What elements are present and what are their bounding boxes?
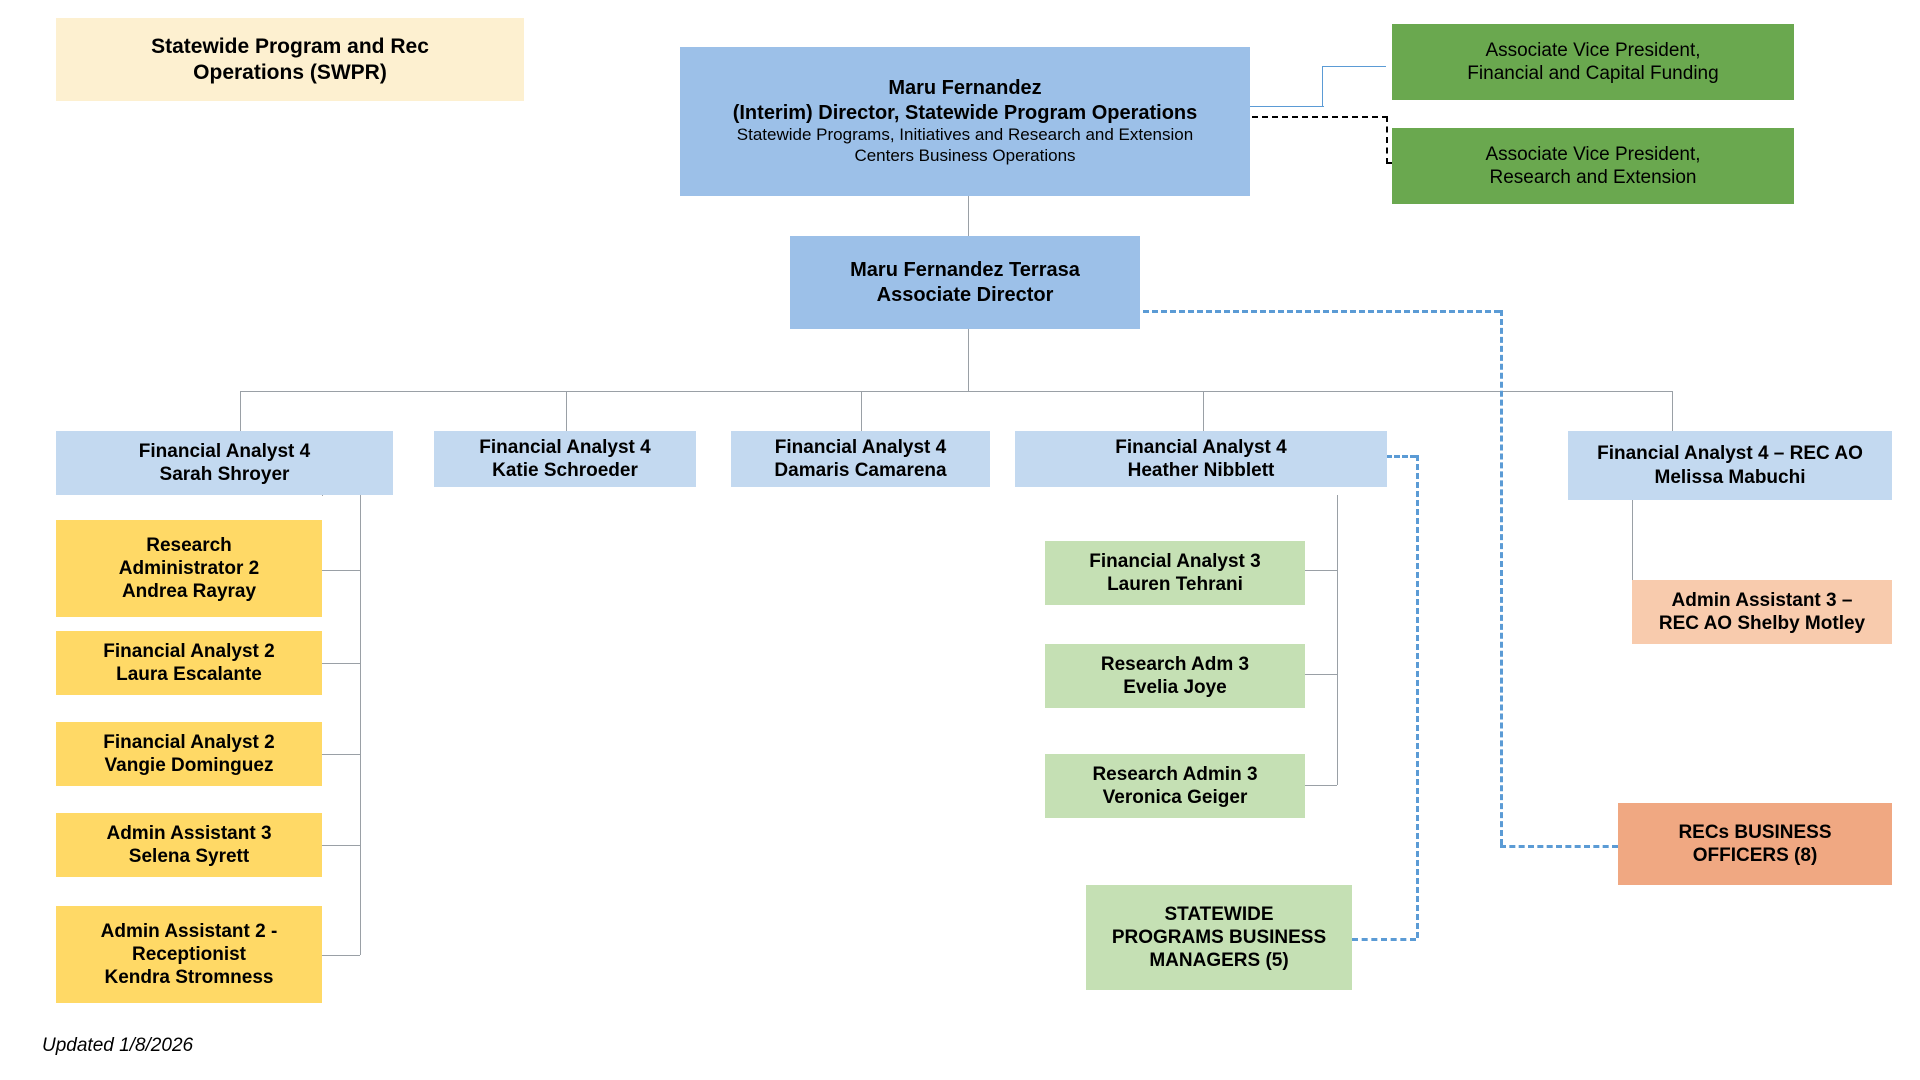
analyst-5-title: Financial Analyst 4 – REC AO <box>1597 443 1863 465</box>
shroyer-1-line-2: Administrator 2 <box>118 557 260 579</box>
director-detail-1: Statewide Programs, Initiatives and Research and Extension <box>736 125 1194 145</box>
associate-director-title: Associate Director <box>876 283 1054 306</box>
connector-nibblett-spine <box>1337 495 1338 785</box>
connector-avp1-into-director <box>1240 106 1324 107</box>
analyst-box-sarah-shroyer[interactable] <box>56 431 393 495</box>
analyst-box-katie-schroeder[interactable] <box>434 431 696 487</box>
recs-officers-line-1: RECs BUSINESS <box>1678 821 1832 843</box>
connector-nibblett-stub-1 <box>1305 570 1337 571</box>
associate-director-box[interactable] <box>790 236 1140 329</box>
connector-avp2-v <box>1386 116 1388 164</box>
analyst-4-name: Heather Nibblett <box>1127 460 1275 481</box>
avp-1-line-1: Associate Vice President, <box>1485 39 1701 61</box>
nibblett-3-line-2: Veronica Geiger <box>1102 787 1248 808</box>
director-box[interactable] <box>680 47 1250 196</box>
connector-drop-analyst-3 <box>861 391 862 431</box>
analyst-1-title: Financial Analyst 4 <box>138 440 311 462</box>
connector-drop-analyst-4 <box>1203 391 1204 431</box>
report-box-andrea-rayray[interactable] <box>56 520 322 617</box>
analyst-2-title: Financial Analyst 4 <box>479 436 651 458</box>
connector-mabuchi-to-admin <box>1632 500 1633 590</box>
connector-director-to-assoc <box>968 196 969 236</box>
connector-drop-analyst-1 <box>240 391 241 431</box>
mabuchi-1-line-1: Admin Assistant 3 – <box>1671 589 1853 611</box>
avp-2-line-2: Research and Extension <box>1489 167 1697 188</box>
report-box-evelia-joye[interactable] <box>1045 644 1305 708</box>
statewide-managers-line-2: PROGRAMS BUSINESS <box>1111 926 1327 948</box>
recs-business-officers-box[interactable] <box>1618 803 1892 885</box>
avp-2-line-1: Associate Vice President, <box>1485 143 1701 165</box>
recs-officers-line-2: OFFICERS (8) <box>1692 845 1818 866</box>
report-box-vangie-dominguez[interactable] <box>56 722 322 786</box>
shroyer-1-line-1: Research <box>146 534 232 556</box>
shroyer-2-line-1: Financial Analyst 2 <box>103 640 275 662</box>
title-box <box>56 18 524 101</box>
report-box-kendra-stromness[interactable] <box>56 906 322 1003</box>
analyst-box-melissa-mabuchi[interactable] <box>1568 431 1892 500</box>
shroyer-5-line-1: Admin Assistant 2 - <box>100 920 278 942</box>
analyst-box-heather-nibblett[interactable] <box>1015 431 1387 487</box>
report-box-laura-escalante[interactable] <box>56 631 322 695</box>
analyst-4-title: Financial Analyst 4 <box>1115 436 1287 458</box>
analyst-2-name: Katie Schroeder <box>492 460 638 481</box>
shroyer-3-line-1: Financial Analyst 2 <box>103 731 275 753</box>
shroyer-4-line-2: Selena Syrett <box>128 846 250 867</box>
title-line-1: Statewide Program and Rec <box>151 34 429 58</box>
connector-nibblett-stub-2 <box>1305 674 1337 675</box>
nibblett-1-line-2: Lauren Tehrani <box>1107 574 1243 595</box>
dashed-nibblett-v <box>1416 455 1419 938</box>
director-name: Maru Fernandez <box>888 77 1042 100</box>
nibblett-1-line-1: Financial Analyst 3 <box>1089 550 1261 572</box>
director-title: (Interim) Director, Statewide Program Operations <box>732 101 1198 124</box>
connector-drop-analyst-2 <box>566 391 567 431</box>
report-box-lauren-tehrani[interactable] <box>1045 541 1305 605</box>
connector-shroyer-stub-4 <box>322 845 360 846</box>
shroyer-5-line-3: Kendra Stromness <box>104 967 274 989</box>
analyst-5-name: Melissa Mabuchi <box>1654 466 1806 488</box>
associate-director-name: Maru Fernandez Terrasa <box>850 259 1080 282</box>
avp-financial-capital-funding-box[interactable] <box>1392 24 1794 100</box>
dashed-assoc-to-recs-h <box>1134 310 1500 313</box>
dashed-into-recs <box>1500 845 1618 848</box>
analyst-box-damaris-camarena[interactable] <box>731 431 990 487</box>
report-box-selena-syrett[interactable] <box>56 813 322 877</box>
avp-research-extension-box[interactable] <box>1392 128 1794 204</box>
statewide-programs-business-managers-box[interactable] <box>1086 885 1352 990</box>
nibblett-3-line-1: Research Admin 3 <box>1092 763 1258 785</box>
nibblett-2-line-1: Research Adm 3 <box>1100 653 1250 675</box>
shroyer-4-line-1: Admin Assistant 3 <box>106 822 272 844</box>
report-box-veronica-geiger[interactable] <box>1045 754 1305 818</box>
shroyer-2-line-2: Laura Escalante <box>116 664 262 685</box>
shroyer-5-line-2: Receptionist <box>131 943 247 965</box>
title-line-2: Operations (SWPR) <box>193 60 387 84</box>
director-detail-2: Centers Business Operations <box>854 145 1076 165</box>
connector-shroyer-stub-2 <box>322 663 360 664</box>
analyst-3-title: Financial Analyst 4 <box>774 436 947 458</box>
connector-shroyer-anchor <box>360 495 361 496</box>
connector-shroyer-stub-5 <box>322 955 360 956</box>
shroyer-3-line-2: Vangie Dominguez <box>104 755 274 776</box>
connector-avp1-h <box>1322 66 1386 67</box>
connector-shroyer-top <box>322 495 323 496</box>
connector-shroyer-stub-3 <box>322 754 360 755</box>
analyst-3-name: Damaris Camarena <box>774 460 947 481</box>
shroyer-1-line-3: Andrea Rayray <box>121 581 257 603</box>
report-box-shelby-motley[interactable] <box>1632 580 1892 644</box>
mabuchi-1-line-2: REC AO Shelby Motley <box>1658 613 1866 634</box>
analyst-1-name: Sarah Shroyer <box>159 464 290 485</box>
nibblett-2-line-2: Evelia Joye <box>1123 677 1227 698</box>
connector-analyst-bus <box>240 391 1672 392</box>
connector-avp1-v <box>1322 66 1323 106</box>
connector-avp2-into-director <box>1242 116 1388 118</box>
connector-shroyer-spine <box>360 495 361 955</box>
statewide-managers-line-3: MANAGERS (5) <box>1149 950 1289 972</box>
avp-1-line-2: Financial and Capital Funding <box>1467 63 1719 84</box>
dashed-assoc-to-recs-v <box>1500 310 1503 845</box>
connector-shroyer-stub-1 <box>322 570 360 571</box>
updated-date-label: Updated 1/8/2026 <box>42 1035 194 1056</box>
statewide-managers-line-1: STATEWIDE <box>1164 903 1274 925</box>
connector-drop-analyst-5 <box>1672 391 1673 431</box>
connector-assoc-down <box>968 329 969 391</box>
connector-nibblett-stub-3 <box>1305 785 1337 786</box>
dashed-into-statewide-managers <box>1352 938 1416 941</box>
